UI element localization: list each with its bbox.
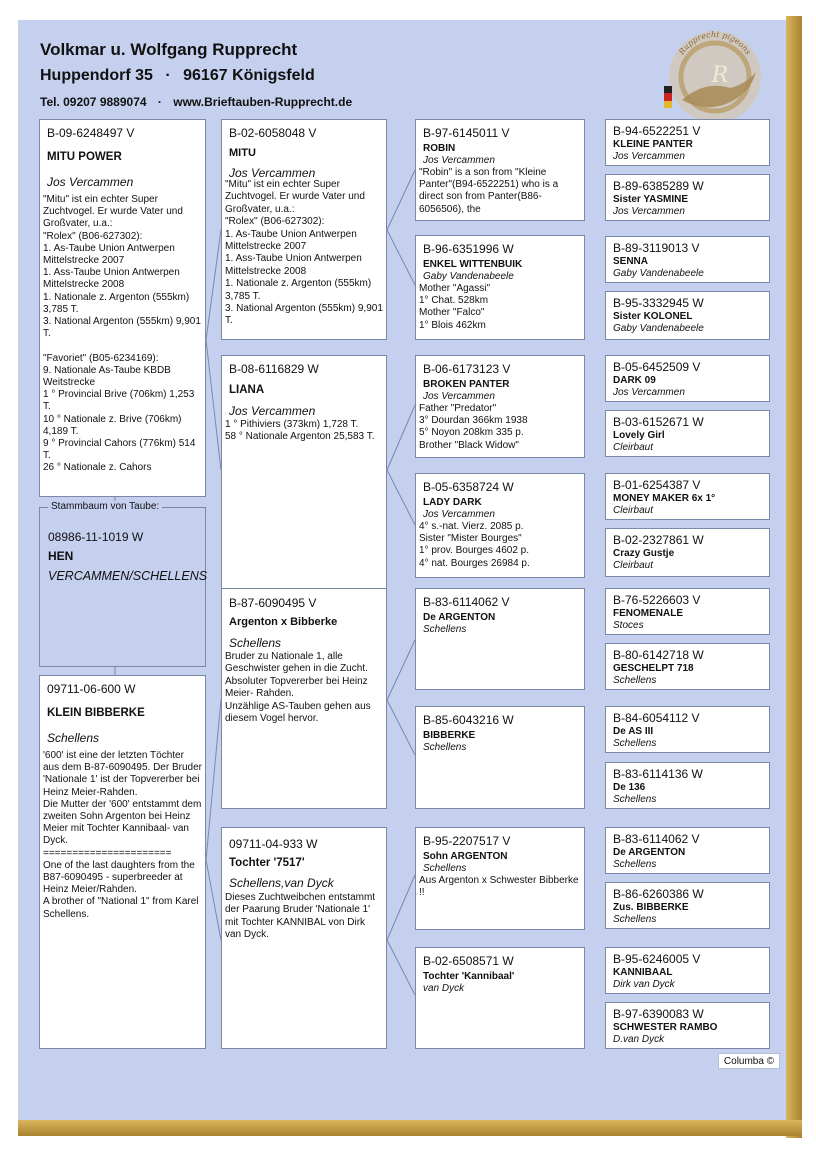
gen5-box-name: DARK 09 xyxy=(613,375,656,386)
great-grandparent-box-breeder: Jos Vercammen xyxy=(423,155,495,166)
great-grandparent-box-breeder: Jos Vercammen xyxy=(423,391,495,402)
grandparent-box-text: Bruder zu Nationale 1, alle Geschwister gehen in die Zucht. Absoluter Topvererber bei Heinz Meier- Rahden. Unzählige AS-Tauben gehen aus diesem Vogel hervor. xyxy=(225,651,371,725)
father-box-breeder: Jos Vercammen xyxy=(47,175,134,189)
gen5-box-breeder: Gaby Vandenabeele xyxy=(613,323,704,334)
grandparent-box-breeder: Jos Vercammen xyxy=(229,404,316,418)
gen5-box-ring: B-94-6522251 V xyxy=(613,124,701,138)
gen5-box-breeder: Dirk van Dyck xyxy=(613,979,675,990)
gen5-box-name: De 136 xyxy=(613,782,646,793)
gen5-box xyxy=(605,1002,770,1049)
grandparent-box-ring: 09711-04-933 W xyxy=(229,837,318,851)
gen5-box xyxy=(605,882,770,929)
gen5-box-name: FENOMENALE xyxy=(613,608,683,619)
gen5-box-name: SENNA xyxy=(613,256,649,267)
mother-box-name: KLEIN BIBBERKE xyxy=(47,707,145,719)
great-grandparent-box xyxy=(415,355,585,458)
gen5-box xyxy=(605,410,770,457)
great-grandparent-box-breeder: Schellens xyxy=(423,624,467,635)
address-separator: · xyxy=(165,67,171,84)
great-grandparent-box-ring: B-06-6173123 V xyxy=(423,362,511,376)
great-grandparent-box xyxy=(415,473,585,578)
gen5-box-ring: B-95-3332945 W xyxy=(613,296,704,310)
gen5-box xyxy=(605,473,770,520)
gen5-box-ring: B-89-3119013 V xyxy=(613,241,700,255)
great-grandparent-box-breeder: Schellens xyxy=(423,863,467,874)
logo-letter: R xyxy=(711,63,729,88)
great-grandparent-box-text: Father "Predator" 3° Dourdan 366km 1938 5° Noyon 208km 335 p. Brother "Black Widow" xyxy=(419,403,528,451)
gen5-box-ring: B-83-6114136 W xyxy=(613,767,703,781)
subject-ring: 08986-11-1019 W xyxy=(48,530,144,544)
gen5-box-breeder: Gaby Vandenabeele xyxy=(613,268,704,279)
gen5-box-name: De AS III xyxy=(613,726,654,737)
gen5-box xyxy=(605,291,770,340)
gen5-box-breeder: Cleirbaut xyxy=(613,442,654,453)
great-grandparent-box-name: ENKEL WITTENBUIK xyxy=(423,259,523,270)
gen5-box-breeder: D.van Dyck xyxy=(613,1034,665,1045)
great-grandparent-box-breeder: Schellens xyxy=(423,742,467,753)
gen5-box-ring: B-83-6114062 V xyxy=(613,832,700,846)
gen5-box-ring: B-89-6385289 W xyxy=(613,179,704,193)
gen5-box-breeder: Cleirbaut xyxy=(613,560,654,571)
grandparent-box-name: MITU xyxy=(229,147,256,159)
grandparent-box-breeder: Jos Vercammen xyxy=(229,166,316,180)
mother-box-ring: 09711-06-600 W xyxy=(47,682,136,696)
gen5-box-name: MONEY MAKER 6x 1° xyxy=(613,493,716,504)
gen5-box xyxy=(605,588,770,635)
gen5-box xyxy=(605,827,770,874)
great-grandparent-box-ring: B-85-6043216 W xyxy=(423,713,514,727)
address-city: 96167 Königsfeld xyxy=(183,67,315,84)
gen5-box xyxy=(605,762,770,809)
grandparent-box-text: Dieses Zuchtweibchen entstammt der Paarung Bruder 'Nationale 1' mit Tochter KANNIBAL von Dirk van Dyck. xyxy=(225,892,376,941)
great-grandparent-box-ring: B-95-2207517 V xyxy=(423,834,511,848)
great-grandparent-box-text: Mother "Agassi" 1° Chat. 528km Mother "Falco" 1° Blois 462km xyxy=(419,283,491,331)
mother-box-breeder: Schellens xyxy=(47,731,100,745)
great-grandparent-box-ring: B-02-6508571 W xyxy=(423,954,514,968)
gen5-box xyxy=(605,355,770,402)
gen5-box xyxy=(605,174,770,221)
breeder-name: Volkmar u. Wolfgang Rupprecht xyxy=(40,40,298,59)
gen5-box-breeder: Jos Vercammen xyxy=(613,151,685,162)
grandparent-box-ring: B-02-6058048 V xyxy=(229,126,317,140)
gen5-box-ring: B-03-6152671 W xyxy=(613,415,704,429)
subject-sex: HEN xyxy=(48,549,74,563)
phone: Tel. 09207 9889074 xyxy=(40,95,147,109)
great-grandparent-box-text: 4° s.-nat. Vierz. 2085 p. Sister "Mister Bourges" 1° prov. Bourges 4602 p. 4° nat. Bourges 26984 p. xyxy=(419,521,530,569)
gen5-box-name: GESCHELPT 718 xyxy=(613,663,694,674)
great-grandparent-box-text: Aus Argenton x Schwester Bibberke !! xyxy=(419,875,579,899)
grandparent-box xyxy=(221,588,387,809)
grandparent-box-breeder: Schellens,van Dyck xyxy=(229,876,334,890)
gen5-box-ring: B-02-2327861 W xyxy=(613,533,704,547)
great-grandparent-box-name: LADY DARK xyxy=(423,497,482,508)
great-grandparent-box xyxy=(415,947,585,1049)
gen5-box xyxy=(605,236,770,283)
gen5-box-ring: B-86-6260386 W xyxy=(613,887,704,901)
address-street: Huppendorf 35 xyxy=(40,67,153,84)
great-grandparent-box-ring: B-97-6145011 V xyxy=(423,126,510,140)
great-grandparent-box xyxy=(415,235,585,340)
grandparent-box xyxy=(221,827,387,1049)
gen5-box xyxy=(605,706,770,753)
contact-separator: · xyxy=(157,95,162,109)
grandparent-box-name: Tochter '7517' xyxy=(229,857,305,869)
gen5-box xyxy=(605,643,770,690)
great-grandparent-box-name: Tochter 'Kannibaal' xyxy=(423,971,515,982)
copyright: Columba © xyxy=(718,1053,780,1069)
great-grandparent-box-breeder: Gaby Vandenabeele xyxy=(423,271,514,282)
great-grandparent-box-breeder: van Dyck xyxy=(423,983,465,994)
subject-box xyxy=(39,507,206,667)
gen5-box-ring: B-84-6054112 V xyxy=(613,711,700,725)
gen5-box-breeder: Jos Vercammen xyxy=(613,206,685,217)
gen5-box-ring: B-05-6452509 V xyxy=(613,360,701,374)
gen5-box-breeder: Jos Vercammen xyxy=(613,387,685,398)
great-grandparent-box-name: BIBBERKE xyxy=(423,730,476,741)
gen5-box-breeder: Schellens xyxy=(613,914,657,925)
grandparent-box-ring: B-87-6090495 V xyxy=(229,596,317,610)
great-grandparent-box xyxy=(415,119,585,221)
great-grandparent-box-text: "Robin" is a son from "Kleine Panter"(B94-6522251) who is a direct son from Panter(B86-6056506), the xyxy=(419,167,559,215)
great-grandparent-box xyxy=(415,706,585,809)
grandparent-box-text: "Mitu" ist ein echter Super Zuchtvogel. Er wurde Vater und Großvater, u.a.: "Rolex" (B06-627302): 1. As-Taube Union Antwerpen Mittelstrecke 2007 1. Ass-Taube Union Antwerpen Mittelstrecke 2008 1. Nationale z. Argenton (555km) 3,785 T. 3. National Argenton (555km) 9,901 T. xyxy=(225,179,383,327)
gen5-box-name: Sister YASMINE xyxy=(613,194,689,205)
gen5-box-breeder: Schellens xyxy=(613,675,657,686)
grandparent-box-name: Argenton x Bibberke xyxy=(229,616,338,628)
great-grandparent-box-ring: B-05-6358724 W xyxy=(423,480,514,494)
gen5-box xyxy=(605,528,770,577)
gen5-box-ring: B-80-6142718 W xyxy=(613,648,704,662)
gen5-box-name: Lovely Girl xyxy=(613,430,665,441)
gen5-box-breeder: Cleirbaut xyxy=(613,505,654,516)
father-box-ring: B-09-6248497 V xyxy=(47,126,135,140)
subject-label: Stammbaum von Taube: xyxy=(48,501,162,512)
gen5-box-name: SCHWESTER RAMBO xyxy=(613,1022,718,1033)
great-grandparent-box-breeder: Jos Vercammen xyxy=(423,509,495,520)
gen5-box-breeder: Schellens xyxy=(613,794,657,805)
gen5-box-ring: B-01-6254387 V xyxy=(613,478,701,492)
great-grandparent-box-name: BROKEN PANTER xyxy=(423,379,510,390)
gen5-box-breeder: Schellens xyxy=(613,859,657,870)
great-grandparent-box xyxy=(415,588,585,690)
grandparent-box xyxy=(221,119,387,340)
subject-breeder: VERCAMMEN/SCHELLENS xyxy=(48,569,208,583)
gen5-box-name: Zus. BIBBERKE xyxy=(613,902,689,913)
grandparent-box-breeder: Schellens xyxy=(229,636,282,650)
mother-box xyxy=(39,675,206,1049)
great-grandparent-box-name: Sohn ARGENTON xyxy=(423,851,508,862)
father-box-text: "Mitu" ist ein echter Super Zuchtvogel. Er wurde Vater und Großvater, u.a.: "Rolex" (B06-627302): 1. As-Taube Union Antwerpen Mittelstrecke 2007 1. Ass-Taube Union Antwerpen Mittelstrecke 2008 1. Nationale z. Argenton (555km) 3,785 T. 3. National Argenton (555km) 9,901 T. "Favoriet" (B05-6234169): 9. Nationale As-Taube KBDB Weitstrecke 1 ° Provincial Brive (706km) 1,253 T. 10 ° Nationale z. Brive (706km) 4,189 T. 9 ° Provincial Cahors (776km) 514 T. 26 ° Nationale z. Cahors xyxy=(43,194,201,474)
great-grandparent-box-name: De ARGENTON xyxy=(423,612,496,623)
gen5-box xyxy=(605,119,770,166)
great-grandparent-box-ring: B-83-6114062 V xyxy=(423,595,510,609)
gen5-box-name: KANNIBAAL xyxy=(613,967,673,978)
gen5-box-breeder: Schellens xyxy=(613,738,657,749)
father-box xyxy=(39,119,206,497)
gen5-box-ring: B-95-6246005 V xyxy=(613,952,701,966)
gen5-box-name: Sister KOLONEL xyxy=(613,311,693,322)
gen5-box-breeder: Stoces xyxy=(613,620,644,631)
gen5-box-ring: B-97-6390083 W xyxy=(613,1007,704,1021)
gen5-box xyxy=(605,947,770,994)
great-grandparent-box xyxy=(415,827,585,930)
website-link[interactable]: www.Brieftauben-Rupprecht.de xyxy=(173,95,353,109)
gen5-box-name: Crazy Gustje xyxy=(613,548,675,559)
mother-box-text: '600' ist eine der letzten Töchter aus dem B-87-6090495. Der Bruder 'Nationale 1' ist der Topvererber bei Heinz Meier-Rahden. Die Mutter der '600' entstammt dem zweiten Sohn Argenton bei Heinz Meier mit Tochter Kannibaal- van Dyck. ====================== One of the last daughters from the B87-6090495 - superbreeder at Heinz Meier/Rahden. A brother of "National 1" from Karel Schellens. xyxy=(43,750,202,920)
logo-text: Rupprecht pigeons xyxy=(677,29,753,57)
father-box-name: MITU POWER xyxy=(47,151,122,163)
gen5-box-ring: B-76-5226603 V xyxy=(613,593,701,607)
gen5-box-name: KLEINE PANTER xyxy=(613,139,693,150)
great-grandparent-box-ring: B-96-6351996 W xyxy=(423,242,514,256)
great-grandparent-box-name: ROBIN xyxy=(423,143,456,154)
grandparent-box-text: 1 ° Pithiviers (373km) 1,728 T. 58 ° Nationale Argenton 25,583 T. xyxy=(225,419,375,443)
grandparent-box-name: LIANA xyxy=(229,384,265,396)
grandparent-box-ring: B-08-6116829 W xyxy=(229,362,319,376)
gen5-box-name: De ARGENTON xyxy=(613,847,686,858)
